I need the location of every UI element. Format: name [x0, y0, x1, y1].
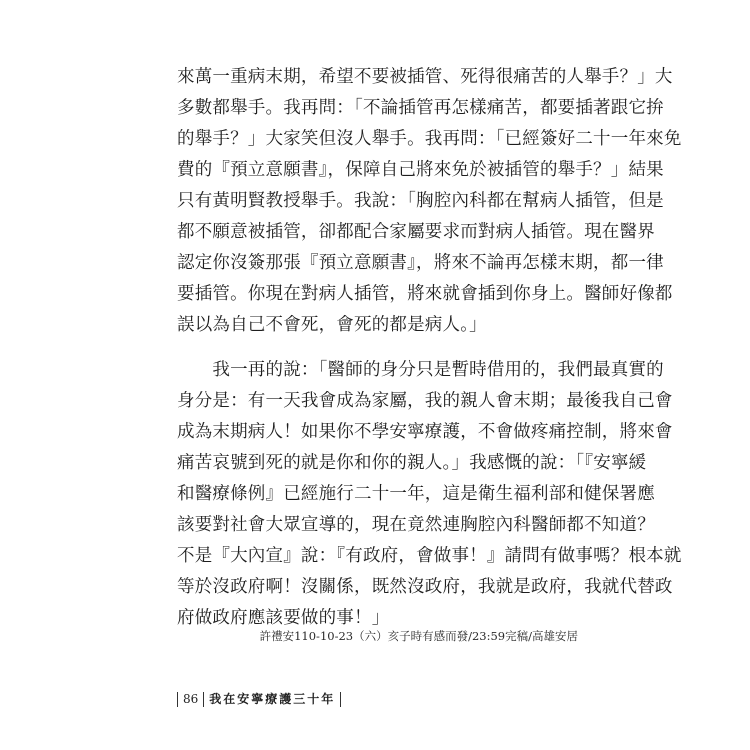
- footer-divider: [340, 692, 341, 707]
- book-title: 我在安寧療護三十年: [209, 692, 336, 706]
- text-line: 要插管。你現在對病人插管，將來就會插到你身上。醫師好像都: [177, 284, 673, 304]
- footer-divider: [203, 692, 204, 707]
- text-line: 該要對社會大眾宣導的，現在竟然連胸腔內科醫師都不知道？: [177, 515, 655, 535]
- text-line: 我一再的說：「醫師的身分只是暫時借用的，我們最真實的: [177, 360, 664, 380]
- text-line: 府做政府應該要做的事！」: [177, 608, 390, 628]
- text-line: 都不願意被插管，卻都配合家屬要求而對病人插管。現在醫界: [177, 222, 655, 242]
- text-line: 認定你沒簽那張『預立意願書』，將來不論再怎樣末期，都一律: [177, 253, 664, 273]
- text-line: 只有黃明賢教授舉手。我說：「胸腔內科都在幫病人插管，但是: [177, 191, 664, 211]
- paragraph-1: [177, 62, 682, 341]
- paragraph-2: [177, 355, 682, 634]
- author-signature: 許禮安110-10-23（六）亥子時有感而發/23:59完稿/高雄安居: [259, 629, 578, 643]
- page-number: 86: [183, 692, 199, 706]
- text-line: 等於沒政府啊！沒關係，既然沒政府，我就是政府，我就代替政: [177, 577, 673, 597]
- text-line: 誤以為自己不會死，會死的都是病人。」: [177, 315, 487, 335]
- paragraph-gap: [177, 341, 577, 355]
- text-line: 的舉手？」大家笑但沒人舉手。我再問：「已經簽好二十一年來免: [177, 129, 682, 149]
- text-line: 來萬一重病末期，希望不要被插管、死得很痛苦的人舉手？」大: [177, 67, 673, 87]
- text-line: 多數都舉手。我再問：「不論插管再怎樣痛苦，都要插著跟它拚: [177, 98, 664, 118]
- page-footer: [172, 690, 346, 708]
- footer-divider: [177, 692, 178, 707]
- text-line: 和醫療條例』已經施行二十一年，這是衛生福利部和健保署應: [177, 484, 655, 504]
- text-line: 費的『預立意願書』，保障自己將來免於被插管的舉手？」結果: [177, 160, 664, 180]
- body-text: [177, 62, 682, 634]
- text-line: 痛苦哀號到死的就是你和你的親人。」我感慨的說：「『安寧緩: [177, 453, 647, 473]
- text-line: 身分是：有一天我會成為家屬，我的親人會末期；最後我自己會: [177, 391, 673, 411]
- text-line: 成為末期病人！如果你不學安寧療護，不會做疼痛控制，將來會: [177, 422, 673, 442]
- text-line: 不是『大內宣』說：『有政府，會做事！』請問有做事嗎？根本就: [177, 546, 682, 566]
